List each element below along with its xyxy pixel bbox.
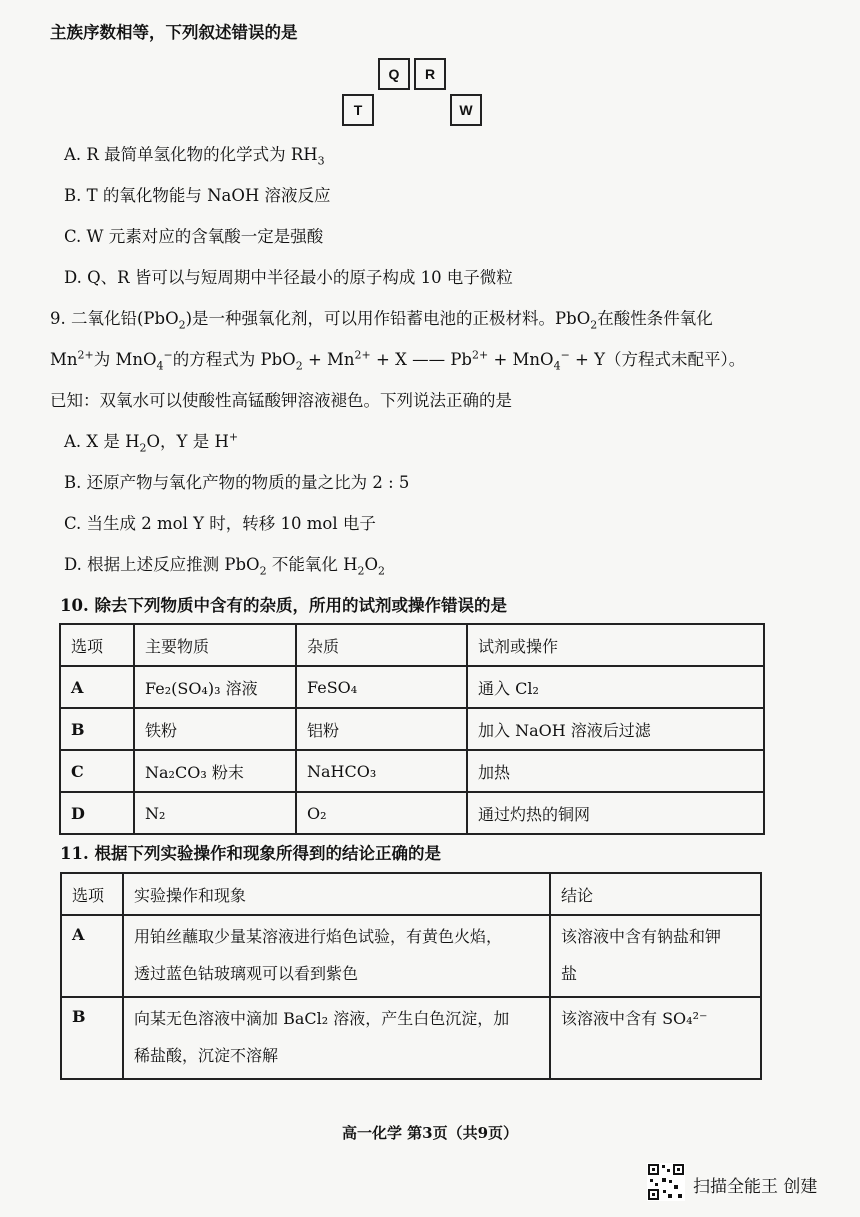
q10-stem: 10. 除去下列物质中含有的杂质，所用的试剂或操作错误的是 bbox=[60, 596, 507, 615]
q10-cell-reagent: 通过灼热的铜网 bbox=[467, 792, 764, 834]
q9-given: 已知：双氧水可以使酸性高锰酸钾溶液褪色。下列说法正确的是 bbox=[50, 391, 512, 410]
q11-cell-operation: 用铂丝蘸取少量某溶液进行焰色试验，有黄色火焰， 透过蓝色钴玻璃观可以看到紫色 bbox=[123, 915, 550, 997]
q10-cell-main: 铁粉 bbox=[134, 708, 296, 750]
q11-header-conclusion: 结论 bbox=[550, 873, 761, 915]
q11-stem: 11. 根据下列实验操作和现象所得到的结论正确的是 bbox=[60, 844, 441, 863]
q11-cell-option: B bbox=[61, 997, 123, 1079]
table-row bbox=[60, 708, 764, 750]
q10-cell-main: Na₂CO₃ 粉末 bbox=[134, 750, 296, 792]
q10-cell-impurity: NaHCO₃ bbox=[296, 750, 467, 792]
q10-cell-impurity: 铝粉 bbox=[296, 708, 467, 750]
table-row bbox=[60, 666, 764, 708]
cell-t: T bbox=[342, 94, 374, 126]
cell-r: R bbox=[414, 58, 446, 90]
q10-cell-main: N₂ bbox=[134, 792, 296, 834]
q11-header-operation: 实验操作和现象 bbox=[123, 873, 550, 915]
q10-table bbox=[59, 623, 765, 835]
q10-cell-option: A bbox=[60, 666, 134, 708]
q11-cell-conclusion: 该溶液中含有 SO₄²⁻ bbox=[550, 997, 761, 1079]
q11-table bbox=[60, 872, 762, 1080]
table-row bbox=[60, 750, 764, 792]
q10-header-option: 选项 bbox=[60, 624, 134, 666]
q9-option-a: A. X 是 $H_2O$，Y 是 H+ bbox=[64, 430, 239, 455]
q11-header-option: 选项 bbox=[61, 873, 123, 915]
q10-header-row bbox=[60, 624, 764, 666]
table-row bbox=[61, 915, 761, 997]
q10-cell-reagent: 加入 NaOH 溶液后过滤 bbox=[467, 708, 764, 750]
cell-q: Q bbox=[378, 58, 410, 90]
q10-cell-option: D bbox=[60, 792, 134, 834]
scanner-watermark: 扫描全能王 创建 bbox=[693, 1177, 818, 1197]
q10-cell-impurity: FeSO₄ bbox=[296, 666, 467, 708]
q10-cell-option: B bbox=[60, 708, 134, 750]
page-footer: 高一化学 第3页（共9页） bbox=[341, 1124, 519, 1142]
q11-cell-option: A bbox=[61, 915, 123, 997]
q10-header-reagent: 试剂或操作 bbox=[467, 624, 764, 666]
q8-option-b: B. T 的氧化物能与 NaOH 溶液反应 bbox=[64, 186, 331, 205]
q10-cell-reagent: 加热 bbox=[467, 750, 764, 792]
q9-option-d: D. 根据上述反应推测 PbO$_2$ 不能氧化 $H_2O_2$ bbox=[64, 555, 385, 578]
q8-option-a: A. R 最简单氢化物的化学式为 $RH_3$ bbox=[64, 145, 325, 168]
q11-cell-conclusion: 该溶液中含有钠盐和钾 盐 bbox=[550, 915, 761, 997]
q10-cell-option: C bbox=[60, 750, 134, 792]
q10-cell-main: Fe₂(SO₄)₃ 溶液 bbox=[134, 666, 296, 708]
q11-cell-operation: 向某无色溶液中滴加 BaCl₂ 溶液，产生白色沉淀，加 稀盐酸，沉淀不溶解 bbox=[123, 997, 550, 1079]
q8-stem-tail: 主族序数相等，下列叙述错误的是 bbox=[50, 23, 298, 42]
qr-code-icon bbox=[647, 1163, 685, 1201]
q11-header-row bbox=[61, 873, 761, 915]
cell-w: W bbox=[450, 94, 482, 126]
q10-cell-impurity: O₂ bbox=[296, 792, 467, 834]
q9-stem-line1: 9. 二氧化铅(PbO$_2$)是一种强氧化剂，可以用作铅蓄电池的正极材料。PbO$_2$在酸性条件氧化 bbox=[50, 309, 713, 332]
q8-option-c: C. W 元素对应的含氧酸一定是强酸 bbox=[64, 227, 324, 246]
q9-equation-line: $Mn^{2+}$为 MnO$_4$−的方程式为 $PbO_2 + Mn^{2+} + X$ —— $Pb^{2+} + MnO_4^- + Y$（方程式未配平）。 bbox=[50, 348, 746, 373]
q8-option-d: D. Q、R 皆可以与短周期中半径最小的原子构成 10 电子微粒 bbox=[64, 268, 513, 287]
q9-option-b: B. 还原产物与氧化产物的物质的量之比为 2 : 5 bbox=[64, 473, 410, 492]
q10-cell-reagent: 通入 Cl₂ bbox=[467, 666, 764, 708]
table-row bbox=[60, 792, 764, 834]
q10-header-impurity: 杂质 bbox=[296, 624, 467, 666]
table-row bbox=[61, 997, 761, 1079]
q9-option-c: C. 当生成 2 mol Y 时，转移 10 mol 电子 bbox=[64, 514, 376, 533]
q10-header-main: 主要物质 bbox=[134, 624, 296, 666]
